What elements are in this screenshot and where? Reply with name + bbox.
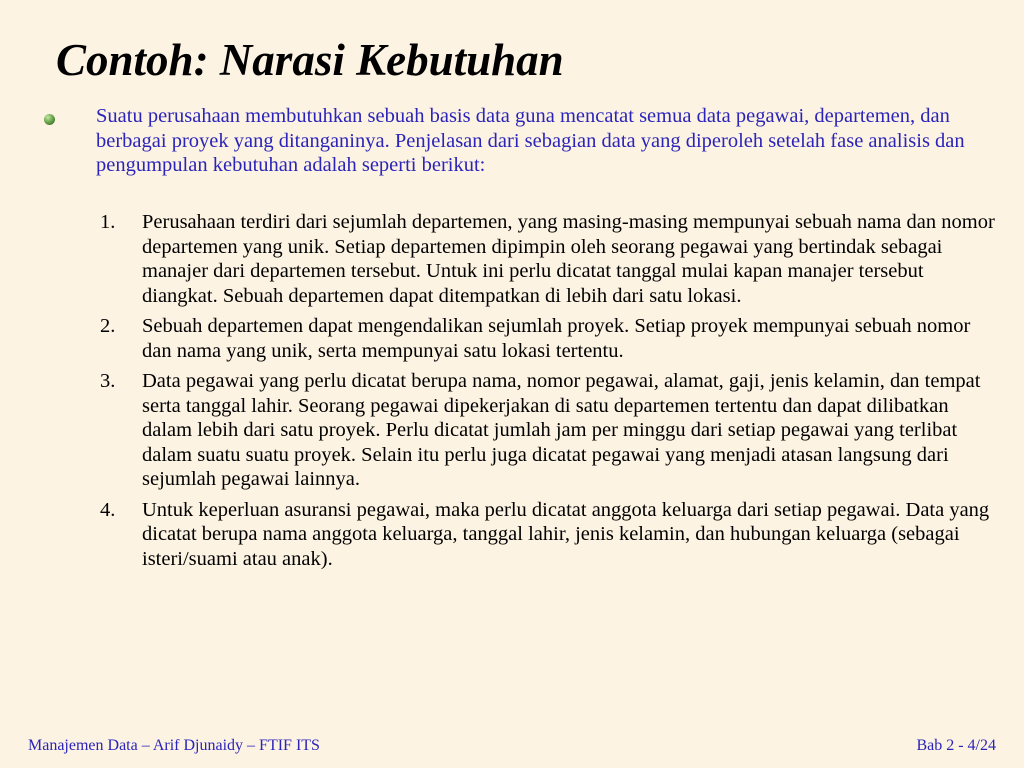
list-item-text: Untuk keperluan asuransi pegawai, maka perlu dicatat anggota keluarga dari setiap pegawai. Data yang dicatat berupa nama anggota keluarga, tanggal lahir, jenis kelamin, dan hubungan keluarga (sebagai isteri/suami atau anak). bbox=[142, 498, 990, 570]
list-item-number: 4. bbox=[100, 498, 116, 521]
list-item bbox=[100, 498, 1000, 572]
requirements-list bbox=[100, 210, 1000, 577]
list-item-number: 2. bbox=[100, 315, 116, 337]
list-item-text: Sebuah departemen dapat mengendalikan sejumlah proyek. Setiap proyek mempunyai sebuah nomor dan nama yang unik, serta mempunyai satu lokasi tertentu. bbox=[142, 315, 971, 362]
green-bullet-icon bbox=[44, 114, 55, 125]
list-item-number: 1. bbox=[100, 211, 116, 233]
footer-course-author: Manajemen Data – Arif Djunaidy – FTIF ITS bbox=[28, 737, 320, 754]
intro-paragraph: Suatu perusahaan membutuhkan sebuah basis data guna mencatat semua data pegawai, departemen, dan berbagai proyek yang ditanganinya. Penjelasan dari sebagian data yang diperoleh setelah fase analisis dan pengumpulan kebutuhan adalah seperti berikut: bbox=[96, 105, 965, 176]
list-item bbox=[100, 314, 1000, 363]
list-item bbox=[100, 369, 1000, 492]
list-item-number: 3. bbox=[100, 370, 116, 392]
list-item-text: Data pegawai yang perlu dicatat berupa nama, nomor pegawai, alamat, gaji, jenis kelamin, dan tempat serta tanggal lahir. Seorang pegawai dipekerjakan di satu departemen tertentu dan dapat dilibatkan dalam lebih dari satu proyek. Perlu dicatat jumlah jam per minggu dari setiap pegawai yang terlibat dalam suatu suatu proyek. Selain itu perlu juga dicatat pegawai yang menjadi atasan langsung dari sejumlah pegawai lainnya. bbox=[142, 370, 981, 490]
list-item bbox=[100, 210, 1000, 308]
footer-page-number: Bab 2 - 4/24 bbox=[916, 737, 996, 754]
list-item-text: Perusahaan terdiri dari sejumlah departemen, yang masing-masing mempunyai sebuah nama dan nomor departemen yang unik. Setiap departemen dipimpin oleh seorang pegawai yang bertindak sebagai manajer dari departemen tersebut. Untuk ini perlu dicatat tanggal mulai kapan manajer tersebut diangkat. Sebuah departemen dapat ditempatkan di lebih dari satu lokasi. bbox=[142, 211, 995, 307]
slide-title: Contoh: Narasi Kebutuhan bbox=[56, 35, 564, 85]
